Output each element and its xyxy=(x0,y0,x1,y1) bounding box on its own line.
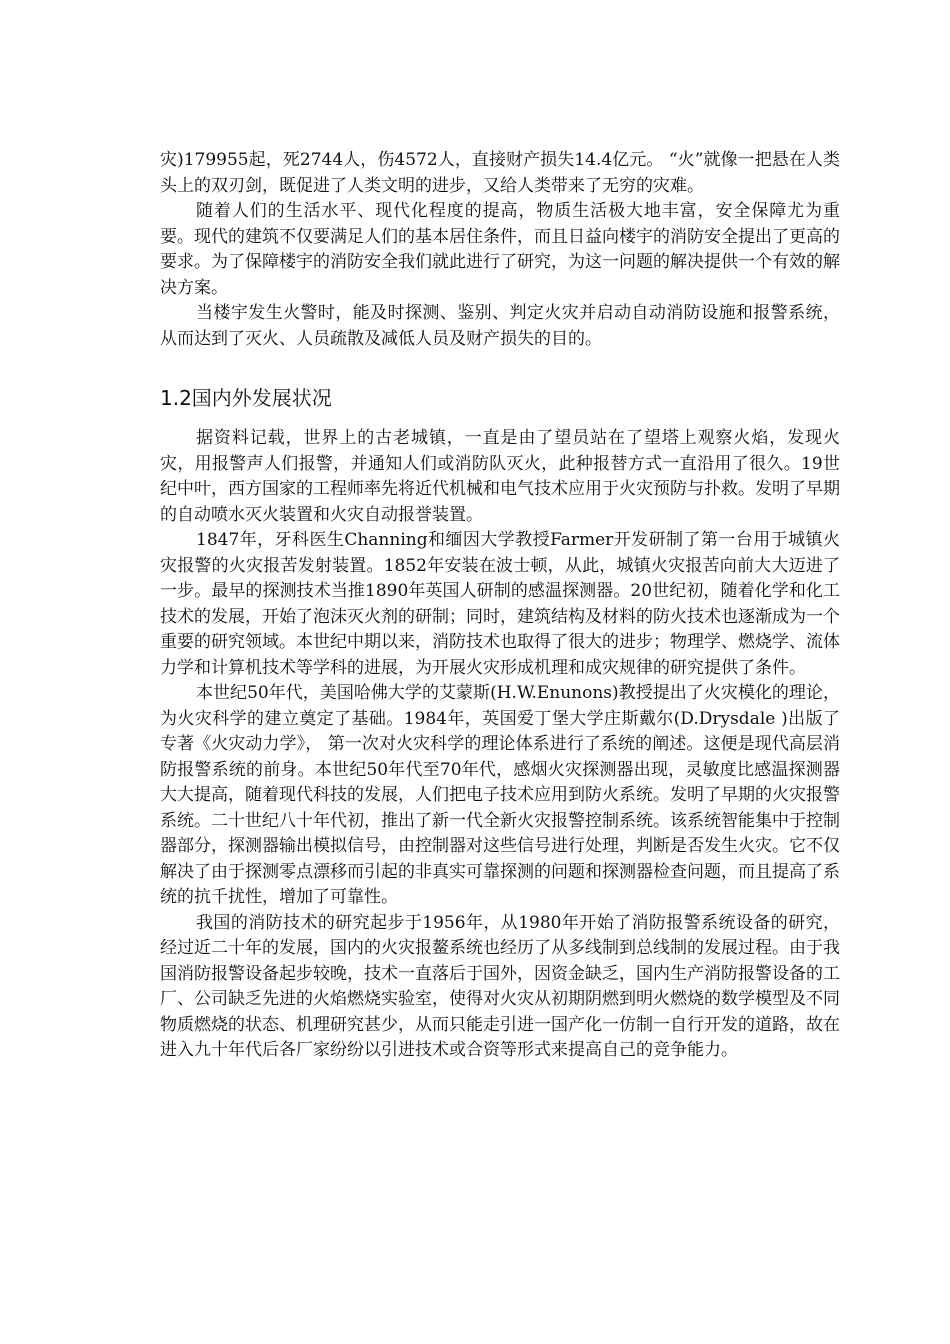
paragraph-fire-statistics: 灾)179955起，死2744人，伤4572人，直接财产损失14.4亿元。 “火”就像一把悬在人类头上的双刃剑，既促进了人类文明的进步，又给人类带来了无穷的灾难。 xyxy=(160,150,840,196)
paragraph-history-ancient: 据资料记载，世界上的古老城镇，一直是由了望员站在了望塔上观察火焰，发现火灾，用报警声人们报警，并通知人们或消防队灭火，此种报替方式一直沿用了很久。19世纪中叶，西方国家的工程师率先将近代机械和电气技术应用于火灾预防与扑救。发明了早期的自动喷水灭火装置和火灾自动报誉装置。 xyxy=(160,428,840,525)
document-page xyxy=(160,148,840,1064)
paragraph-history-1847: 1847年，牙科医生Channing和缅因大学教授Farmer开发研制了第一台用于城镇火灾报警的火灾报苦发射装置。1852年安装在波士顿，从此，城镇火灾报苦向前大大迈进了一步。最早的探测技术当推1890年英国人研制的感温探测器。20世纪初，随着化学和化工技术的发展，开始了泡沫灭火剂的研制；同时，建筑结构及材料的防火技术也逐渐成为一个重要的研究领域。本世纪中期以来，消防技术也取得了很大的进步；物理学、燃烧学、流体力学和计算机技术等学科的进展，为开展火灾形成机理和成灾规律的研究提供了条件。 xyxy=(160,530,840,678)
paragraph-domestic-development: 我国的消防技术的研究起步于1956年，从1980年开始了消防报警系统设备的研究，经过近二十年的发展，国内的火灾报鳌系统也经历了从多线制到总线制的发展过程。由于我国消防报警设备起步较晚，技术一直落后于国外，因资金缺乏，国内生产消防报警设备的工厂、公司缺乏先进的火焰燃烧实验室，使得对火灾从初期阴燃到明火燃烧的数学模型及不同物质燃烧的状态、机理研究甚少，从而只能走引进一国产化一仿制一自行开发的道路，故在进入九十年代后各厂家纷纷以引进技术或合资等形式来提高自己的竞争能力。 xyxy=(160,912,840,1060)
paragraph-safety-importance: 随着人们的生活水平、现代化程度的提高，物质生活极大地丰富，安全保障尤为重要。现代的建筑不仅要满足人们的基本居住条件，而且日益向楼宇的消防安全提出了更高的要求。为了保障楼宇的消防安全我们就此进行了研究，为这一问题的解决提供一个有效的解决方案。 xyxy=(160,201,840,298)
paragraph-fire-alarm-purpose: 当楼宇发生火警时，能及时探测、鉴别、判定火灾并启动自动消防设施和报警系统，从而达到了灭火、人员疏散及减低人员及财产损失的目的。 xyxy=(160,303,840,349)
paragraph-history-1950s: 本世纪50年代，美国哈佛大学的艾蒙斯(H.W.Enunons)教授提出了火灾模化的理论，为火灾科学的建立奠定了基础。1984年，英国爱丁堡大学庄斯戴尔(D.Drysdale )出版了专著《火灾动力学》， 第一次对火灾科学的理论体系进行了系统的阐述。这便是现代高层消防报警系统的前身。本世纪50年代至70年代，感烟火灾探测器出现，灵敏度比感温探测器大大提高，随着现代科技的发展，人们把电子技术应用到防火系统。发明了早期的火灾报警系统。二十世纪八十年代初，推出了新一代全新火灾报警控制系统。该系统智能集中于控制器部分，探测器输出模拟信号，由控制器对这些信号进行处理，判断是否发生火灾。它不仅解决了由于探测零点漂移而引起的非真实可靠探测的问题和探测器检查问题，而且提高了系统的抗千扰性，增加了可靠性。 xyxy=(160,683,840,907)
section-heading: 1.2国内外发展状况 xyxy=(160,386,332,410)
